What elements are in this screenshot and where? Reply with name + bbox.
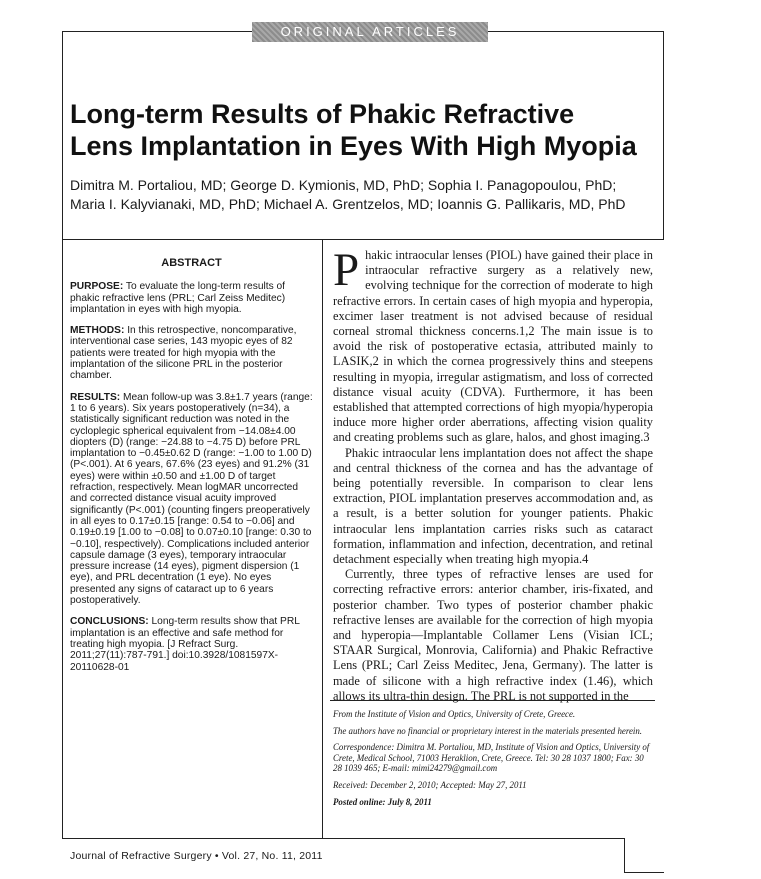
article-body: [333, 244, 653, 704]
abstract-section: [70, 258, 313, 683]
frame-left: [62, 31, 63, 839]
body-paragraph-2-text: Phakic intraocular lens implantation does not affect the shape and central thickness of the cornea and has the advantage of being potentially reversible. In comparison to clear lens extraction, PIOL implantation preserves accommodation and, as a result, is a better solution for younger patients. Phakic intraocular lens implantation carries risks such as cataract formation, inflammation and infection, decentration, and retinal detachment especially when treating high myopia.4: [333, 445, 653, 567]
authors-line-2: Maria I. Kalyvianaki, MD, PhD; Michael A. Grentzelos, MD; Ioannis G. Pallikaris, MD, PhD: [70, 196, 626, 212]
title-divider: [62, 239, 664, 240]
results-text: Mean follow-up was 3.8±1.7 years (range: 1 to 6 years). Six years postoperatively (n=34), a statistically significant reduction was noted in the cycloplegic spherical equivalent from −14.08±4.00 diopters (D) (range: −24.88 to −4.75 D) before PRL implantation to −0.45±0.62 D (range: −1.00 to 1.00 D) (P<.001). At 6 years, 67.6% (23 eyes) and 91.2% (31 eyes) were within ±0.50 and ±1.00 D of target refraction, respectively. Mean logMAR uncorrected and corrected distance visual acuity improved significantly (P<.001) (counting fingers preoperatively in all eyes to 0.17±0.15 [range: 0.54 to −0.06] and 0.19±0.19 [1.00 to −0.08] to 0.07±0.10 [range: 0.30 to −0.10], respectively). Complications included anterior capsule damage (3 eyes), temporary intraocular pressure increase (14 eyes), pigment dispersion (1 eye), and PRL decentration (1 eye). No eyes presented any signs of cataract up to 6 years postoperatively.: [70, 391, 313, 607]
methods-text: In this retrospective, noncomparative, interventional case series, 143 myopic eyes of 82 patients were treated for high myopia with the implantation of the silicone PRL in the posterior chamber.: [70, 325, 297, 382]
drop-cap: P: [333, 244, 360, 296]
abstract-conclusions: [70, 616, 313, 672]
frame-top-left: [62, 31, 252, 32]
notes-bottom-rule: [62, 838, 624, 839]
body-paragraph-3-text: Currently, three types of refractive lenses are used for correcting refractive errors: anterior chamber, iris-fixated, and posterior chamber. Two types of posterior chamber phakic refractive lenses are available for the correction of high myopia and hyperopia—Implantable Collamer Lens (Visian ICL; STAAR Surgical, Monrovia, California) and Phakic Refractive Lens (PRL; Carl Zeiss Meditec, Jena, Germany). The latter is made of silicone with a high refractive index (1.46), which allows its ultra-thin design. The PRL is not supported in the: [333, 567, 653, 703]
body-paragraph: [333, 567, 653, 704]
conclusions-label: CONCLUSIONS:: [70, 616, 149, 628]
frame-top-right: [488, 31, 664, 32]
title-line-1: Long-term Results of Phakic Refractive: [70, 99, 575, 129]
article-notes: [333, 709, 653, 813]
received-note: Received: December 2, 2010; Accepted: May 27, 2011: [333, 779, 527, 790]
abstract-heading: ABSTRACT: [161, 257, 222, 269]
body-paragraph: [333, 244, 653, 446]
body-paragraph: [333, 446, 653, 568]
online-note: Posted online: July 8, 2011: [333, 796, 432, 807]
disclosure-note: The authors have no financial or proprietary interest in the materials presented herein.: [333, 725, 643, 736]
purpose-label: PURPOSE:: [70, 281, 124, 293]
abstract-methods: [70, 325, 313, 381]
methods-label: METHODS:: [70, 325, 125, 337]
abstract-results: [70, 392, 313, 607]
title-line-2: Lens Implantation in Eyes With High Myopia: [70, 131, 637, 161]
article-title: [70, 98, 710, 162]
journal-footer: Journal of Refractive Surgery • Vol. 27, No. 11, 2011: [70, 850, 323, 862]
abstract-right-border: [322, 239, 323, 839]
correspondence-note: Correspondence: Dimitra M. Portaliou, MD, Institute of Vision and Optics, University of Crete, Medical School, 71003 Heraklion, Crete, Greece. Tel: 30 28 1037 1800; Fax: 30 28 1039 465; E-mail: mimi24279@gmail.com: [333, 742, 650, 774]
corner-rule-horizontal: [624, 872, 664, 873]
results-label: RESULTS:: [70, 391, 121, 403]
purpose-text: To evaluate the long-term results of phakic refractive lens (PRL; Carl Zeiss Meditec) implantation in eyes with high myopia.: [70, 281, 286, 315]
body-paragraph-1-text: hakic intraocular lenses (PIOL) have gained their place in intraocular refractive surgery as a relatively new, evolving technique for the correction of moderate to high refractive errors. In certain cases of high myopia and hyperopia, excimer laser treatment is not advised because of residual corneal stromal thickness concerns.1,2 The main issue is to avoid the risk of postoperative ectasia, attributed mainly to LASIK,2 in which the cornea progressively thins and steepens resulting in myopia, irregular astigmatism, and loss of corrected distance visual acuity (CDVA). Furthermore, it has been established that attempted corrections of high myopia/hyperopia induce more higher order aberrations, affecting vision quality and creating problems such as glare, halos, and ghost imaging.3: [333, 248, 653, 445]
institution-note: From the Institute of Vision and Optics, University of Crete, Greece.: [333, 709, 576, 719]
section-label-band: [252, 22, 488, 42]
author-list: [70, 176, 690, 214]
abstract-purpose: [70, 281, 313, 315]
corner-rule-vertical: [624, 838, 625, 873]
conclusions-text: Long-term results show that PRL implantation is an effective and safe method for treating high myopia. [J Refract Surg. 2011;27(11):787-791.] doi:10.3928/1081597X-20110628-01: [70, 616, 300, 673]
section-label: ORIGINAL ARTICLES: [280, 24, 460, 39]
authors-line-1: Dimitra M. Portaliou, MD; George D. Kymionis, MD, PhD; Sophia I. Panagopoulou, PhD;: [70, 177, 617, 193]
